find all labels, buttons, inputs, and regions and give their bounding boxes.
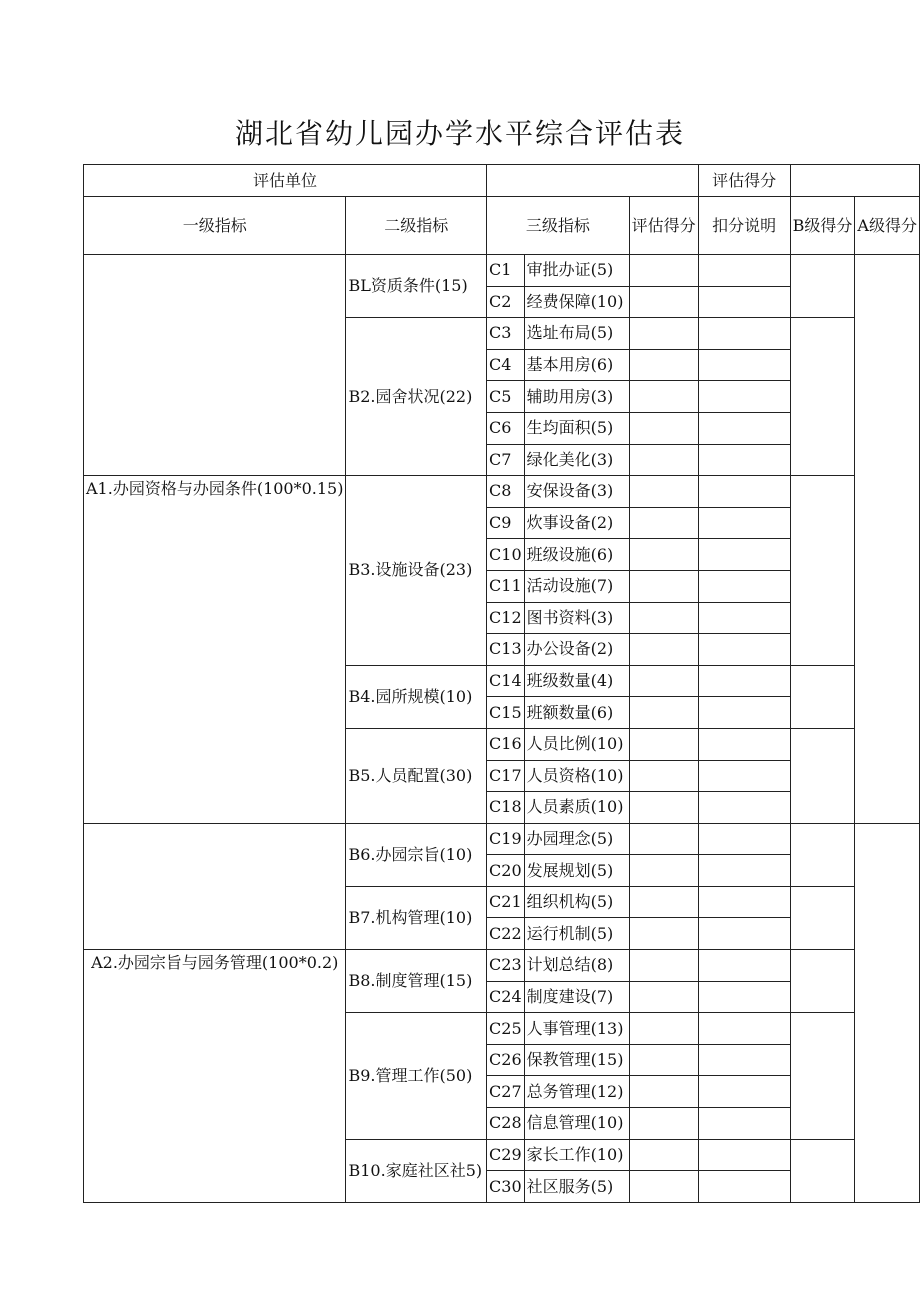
- score-cell[interactable]: [629, 634, 698, 666]
- evaluation-table: [83, 164, 920, 1203]
- col-a-score-header: A级得分: [855, 197, 920, 255]
- deduction-note-cell[interactable]: [698, 665, 790, 697]
- deduction-note-cell[interactable]: [698, 1108, 790, 1140]
- level3-indicator: 计划总结(8): [524, 950, 629, 982]
- level3-code: C8: [487, 476, 525, 508]
- level2-indicator: B10.家庭社区社5): [346, 1139, 487, 1202]
- level3-indicator: 选址布局(5): [524, 318, 629, 350]
- deduction-note-cell[interactable]: [698, 539, 790, 571]
- score-cell[interactable]: [629, 855, 698, 887]
- level3-indicator: 信息管理(10): [524, 1108, 629, 1140]
- level3-code: C26: [487, 1044, 525, 1076]
- level3-code: C5: [487, 381, 525, 413]
- score-cell[interactable]: [629, 1013, 698, 1045]
- b-score-cell[interactable]: [790, 728, 855, 823]
- deduction-note-cell[interactable]: [698, 570, 790, 602]
- score-cell[interactable]: [629, 697, 698, 729]
- level3-code: C1: [487, 255, 525, 287]
- level3-code: C24: [487, 981, 525, 1013]
- deduction-note-cell[interactable]: [698, 1076, 790, 1108]
- level3-indicator: 运行机制(5): [524, 918, 629, 950]
- level3-code: C3: [487, 318, 525, 350]
- deduction-note-cell[interactable]: [698, 634, 790, 666]
- deduction-note-cell[interactable]: [698, 1013, 790, 1045]
- level3-indicator: 基本用房(6): [524, 349, 629, 381]
- level3-code: C15: [487, 697, 525, 729]
- level3-code: C17: [487, 760, 525, 792]
- score-cell[interactable]: [629, 792, 698, 824]
- deduction-note-cell[interactable]: [698, 412, 790, 444]
- unit-value-cell[interactable]: [487, 165, 699, 197]
- level2-indicator: B7.机构管理(10): [346, 886, 487, 949]
- deduction-note-cell[interactable]: [698, 476, 790, 508]
- level3-code: C4: [487, 349, 525, 381]
- deduction-note-cell[interactable]: [698, 760, 790, 792]
- level3-indicator: 班额数量(6): [524, 697, 629, 729]
- score-label: 评估得分: [698, 165, 790, 197]
- level3-code: C16: [487, 728, 525, 760]
- score-cell[interactable]: [629, 981, 698, 1013]
- deduction-note-cell[interactable]: [698, 1044, 790, 1076]
- score-cell[interactable]: [629, 918, 698, 950]
- level2-indicator: B8.制度管理(15): [346, 950, 487, 1013]
- level2-indicator: B6.办园宗旨(10): [346, 823, 487, 886]
- score-cell[interactable]: [629, 1108, 698, 1140]
- level1-blank-cell: [84, 255, 346, 476]
- level3-code: C14: [487, 665, 525, 697]
- b-score-cell[interactable]: [790, 1013, 855, 1139]
- level2-indicator: BL资质条件(15): [346, 255, 487, 318]
- level3-indicator: 图书资料(3): [524, 602, 629, 634]
- level3-indicator: 活动设施(7): [524, 570, 629, 602]
- level3-code: C2: [487, 286, 525, 318]
- deduction-note-cell[interactable]: [698, 1139, 790, 1171]
- deduction-note-cell[interactable]: [698, 255, 790, 287]
- score-cell[interactable]: [629, 539, 698, 571]
- col-level2-header: 二级指标: [346, 197, 487, 255]
- score-cell[interactable]: [629, 507, 698, 539]
- col-score-header: 评估得分: [629, 197, 698, 255]
- level3-indicator: 安保设备(3): [524, 476, 629, 508]
- level3-code: C21: [487, 886, 525, 918]
- b-score-cell[interactable]: [790, 476, 855, 666]
- b-score-cell[interactable]: [790, 1139, 855, 1202]
- level3-indicator: 人员资格(10): [524, 760, 629, 792]
- level3-code: C13: [487, 634, 525, 666]
- score-cell[interactable]: [629, 1139, 698, 1171]
- level3-indicator: 班级数量(4): [524, 665, 629, 697]
- b-score-cell[interactable]: [790, 886, 855, 949]
- level2-indicator: B5.人员配置(30): [346, 728, 487, 823]
- level3-indicator: 人员比例(10): [524, 728, 629, 760]
- score-cell[interactable]: [629, 444, 698, 476]
- score-cell[interactable]: [629, 412, 698, 444]
- score-cell[interactable]: [629, 950, 698, 982]
- level3-code: C22: [487, 918, 525, 950]
- deduction-note-cell[interactable]: [698, 381, 790, 413]
- deduction-note-cell[interactable]: [698, 602, 790, 634]
- deduction-note-cell[interactable]: [698, 697, 790, 729]
- unit-label: 评估单位: [84, 165, 487, 197]
- level3-indicator: 人事管理(13): [524, 1013, 629, 1045]
- col-b-score-header: B级得分: [790, 197, 855, 255]
- level2-indicator: B9.管理工作(50): [346, 1013, 487, 1139]
- deduction-note-cell[interactable]: [698, 792, 790, 824]
- level2-indicator: B2.园舍状况(22): [346, 318, 487, 476]
- level1-indicator: A1.办园资格与办园条件(100*0.15): [84, 476, 346, 824]
- level3-code: C20: [487, 855, 525, 887]
- level3-code: C12: [487, 602, 525, 634]
- deduction-note-cell[interactable]: [698, 886, 790, 918]
- header-row-1: [84, 165, 920, 197]
- level3-code: C29: [487, 1139, 525, 1171]
- b-score-cell[interactable]: [790, 665, 855, 728]
- deduction-note-cell[interactable]: [698, 349, 790, 381]
- deduction-note-cell[interactable]: [698, 444, 790, 476]
- level3-code: C25: [487, 1013, 525, 1045]
- level3-code: C9: [487, 507, 525, 539]
- level3-indicator: 发展规划(5): [524, 855, 629, 887]
- level3-indicator: 生均面积(5): [524, 412, 629, 444]
- deduction-note-cell[interactable]: [698, 507, 790, 539]
- header-row-2: [84, 197, 920, 255]
- score-cell[interactable]: [629, 318, 698, 350]
- col-level1-header: 一级指标: [84, 197, 346, 255]
- score-cell[interactable]: [629, 728, 698, 760]
- level1-blank-cell: [84, 823, 346, 949]
- score-cell[interactable]: [629, 886, 698, 918]
- level3-code: C6: [487, 412, 525, 444]
- score-value-cell[interactable]: [790, 165, 919, 197]
- level3-code: C27: [487, 1076, 525, 1108]
- a-score-cell[interactable]: [855, 823, 920, 1202]
- level3-indicator: 经费保障(10): [524, 286, 629, 318]
- level2-indicator: B4.园所规模(10): [346, 665, 487, 728]
- score-cell[interactable]: [629, 286, 698, 318]
- level3-indicator: 人员素质(10): [524, 792, 629, 824]
- level3-code: C28: [487, 1108, 525, 1140]
- level3-indicator: 组织机构(5): [524, 886, 629, 918]
- score-cell[interactable]: [629, 381, 698, 413]
- level3-indicator: 家长工作(10): [524, 1139, 629, 1171]
- level3-code: C18: [487, 792, 525, 824]
- score-cell[interactable]: [629, 665, 698, 697]
- b-score-cell[interactable]: [790, 318, 855, 476]
- b-score-cell[interactable]: [790, 255, 855, 318]
- level3-code: C10: [487, 539, 525, 571]
- score-cell[interactable]: [629, 823, 698, 855]
- level2-indicator: B3.设施设备(23): [346, 476, 487, 666]
- deduction-note-cell[interactable]: [698, 823, 790, 855]
- score-cell[interactable]: [629, 1076, 698, 1108]
- table-row: [84, 255, 920, 287]
- deduction-note-cell[interactable]: [698, 286, 790, 318]
- level3-indicator: 辅助用房(3): [524, 381, 629, 413]
- score-cell[interactable]: [629, 1044, 698, 1076]
- score-cell[interactable]: [629, 1171, 698, 1203]
- b-score-cell[interactable]: [790, 950, 855, 1013]
- score-cell[interactable]: [629, 349, 698, 381]
- score-cell[interactable]: [629, 255, 698, 287]
- b-score-cell[interactable]: [790, 823, 855, 886]
- score-cell[interactable]: [629, 602, 698, 634]
- col-deduction-header: 扣分说明: [698, 197, 790, 255]
- deduction-note-cell[interactable]: [698, 950, 790, 982]
- score-cell[interactable]: [629, 760, 698, 792]
- level3-code: C30: [487, 1171, 525, 1203]
- level3-code: C19: [487, 823, 525, 855]
- score-cell[interactable]: [629, 570, 698, 602]
- level3-indicator: 审批办证(5): [524, 255, 629, 287]
- level3-indicator: 制度建设(7): [524, 981, 629, 1013]
- level3-indicator: 保教管理(15): [524, 1044, 629, 1076]
- deduction-note-cell[interactable]: [698, 981, 790, 1013]
- col-level3-header: 三级指标: [487, 197, 630, 255]
- table-row: [84, 476, 920, 508]
- table-row: [84, 950, 920, 982]
- level3-indicator: 绿化美化(3): [524, 444, 629, 476]
- a-score-cell[interactable]: [855, 255, 920, 824]
- form-title: 湖北省幼儿园办学水平综合评估表: [234, 117, 685, 150]
- level3-code: C11: [487, 570, 525, 602]
- deduction-note-cell[interactable]: [698, 855, 790, 887]
- deduction-note-cell[interactable]: [698, 1171, 790, 1203]
- level3-code: C7: [487, 444, 525, 476]
- table-row: [84, 823, 920, 855]
- level3-indicator: 办公设备(2): [524, 634, 629, 666]
- deduction-note-cell[interactable]: [698, 728, 790, 760]
- level3-indicator: 班级设施(6): [524, 539, 629, 571]
- deduction-note-cell[interactable]: [698, 318, 790, 350]
- score-cell[interactable]: [629, 476, 698, 508]
- level3-indicator: 炊事设备(2): [524, 507, 629, 539]
- level3-indicator: 办园理念(5): [524, 823, 629, 855]
- level1-indicator: A2.办园宗旨与园务管理(100*0.2): [84, 950, 346, 1203]
- level3-indicator: 总务管理(12): [524, 1076, 629, 1108]
- level3-code: C23: [487, 950, 525, 982]
- level3-indicator: 社区服务(5): [524, 1171, 629, 1203]
- deduction-note-cell[interactable]: [698, 918, 790, 950]
